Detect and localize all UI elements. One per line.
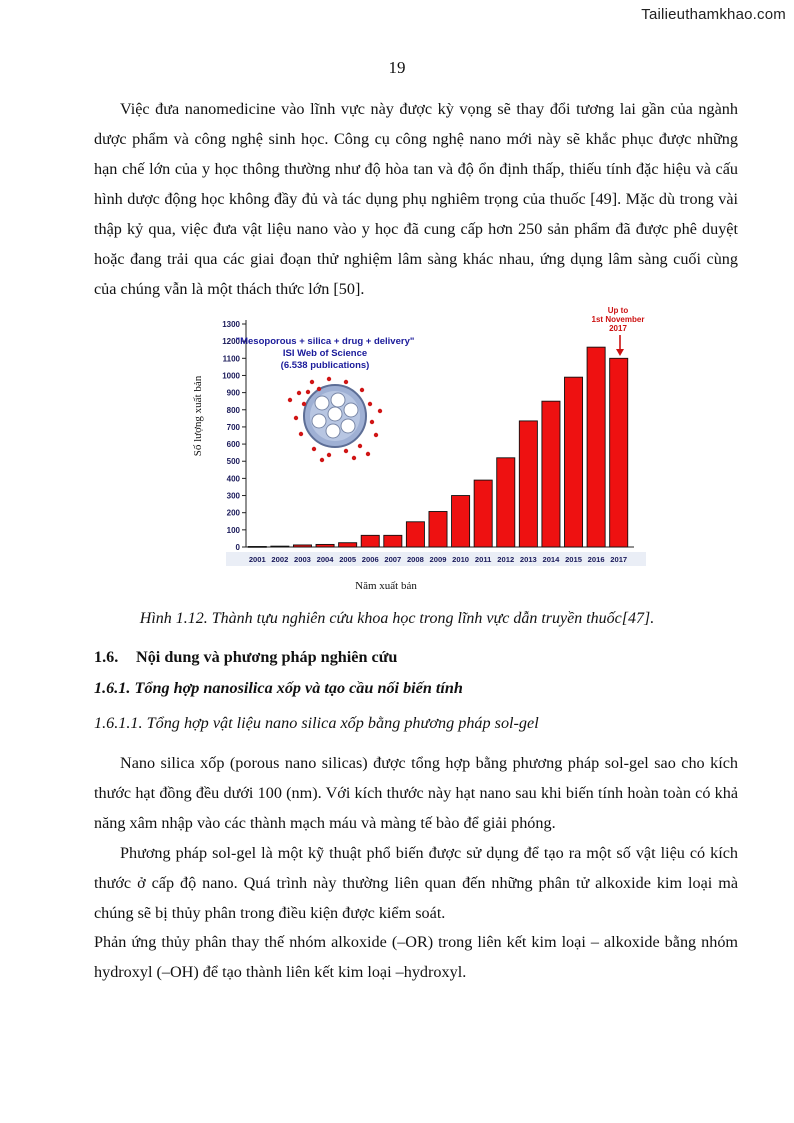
y-axis-title: Số lượng xuất bản [192,375,204,457]
x-axis-title: Năm xuất bản [355,580,417,592]
y-tick-label: 500 [226,457,240,467]
bar-2009 [429,511,447,547]
x-tick-label: 2016 [587,555,605,564]
y-tick-label: 900 [226,388,240,398]
x-tick-label: 2002 [271,555,289,564]
inset-query-text: "Mesoporous + silica + drug + delivery" [235,336,415,347]
y-tick-label: 1300 [222,320,240,329]
subsubsection-heading: 1.6.1.1. Tổng hợp vật liệu nano silica xốp bằng phương pháp sol-gel [94,714,539,732]
body-paragraph-2: Nano silica xốp (porous nano silicas) được tổng hợp bằng phương pháp sol-gel sao cho kích thước hạt đồng đều dưới 100 (nm). Với kích thước này hạt nano sau khi biến tính hoàn toàn có khả năng xâm nhập vào các thành mạch máu và màng tế bào để giải phóng. [94,754,738,832]
y-tick-label: 700 [226,422,240,432]
bar-2010 [452,496,470,547]
bar-2012 [497,458,515,547]
bar-2003 [293,545,311,547]
x-tick-label: 2017 [610,555,628,564]
x-tick-label: 2015 [565,555,582,564]
x-tick-label: 2010 [452,555,470,564]
y-tick-label: 100 [226,525,240,535]
x-tick-label: 2005 [339,555,357,564]
y-tick-label: 300 [226,491,240,501]
publications-chart-figure [186,304,646,604]
bar-2014 [542,401,560,547]
annotation-date: 1st November [591,315,645,324]
bar-2002 [271,546,289,547]
body-paragraph-4: Phản ứng thủy phân thay thế nhóm alkoxide (–OR) trong liên kết kim loại – alkoxide bằng nhóm hydroxyl (–OH) để tạo thành liên kết kim loại –hydroxyl. [94,933,738,981]
x-tick-label: 2008 [406,555,424,564]
x-tick-label: 2011 [474,555,492,564]
x-tick-label: 2012 [497,555,515,564]
x-tick-label: 2006 [361,555,379,564]
y-tick-label: 1000 [222,371,240,381]
bar-2015 [564,377,582,547]
annotation-year: 2017 [609,324,627,333]
x-tick-label: 2007 [384,555,402,564]
y-tick-label: 200 [226,508,240,518]
x-tick-label: 2004 [316,555,334,564]
section-heading [94,648,397,667]
annotation-up-to: Up to [607,306,629,315]
inset-source-text: ISI Web of Science [282,348,368,359]
y-tick-label: 0 [235,543,240,552]
bar-2001 [248,546,266,547]
inset-count-text: (6.538 publications) [280,360,370,371]
figure-caption: Hình 1.12. Thành tựu nghiên cứu khoa học trong lĩnh vực dẫn truyền thuốc[47]. [139,610,655,627]
body-paragraph-1: Việc đưa nanomedicine vào lĩnh vực này được kỳ vọng sẽ thay đổi tương lai gần của ngành dược phẩm và công nghệ sinh học. Công cụ công nghệ nano mới này sẽ khắc phục được những hạn chế lớn của y học thông thường như độ hòa tan và độ ổn định thấp, thiếu tính đặc hiệu và cấu hình dược động học không đầy đủ và tác dụng phụ nghiêm trọng của thuốc [49]. Mặc dù trong vài thập kỷ qua, việc đưa vật liệu nano vào y học đã cung cấp hơn 250 sản phẩm đã được phê duyệt hoặc đang trải qua các giai đoạn thử nghiệm lâm sàng khác nhau, ứng dụng lâm sàng cuối cùng của chúng vẫn là một thách thức lớn [50]. [94,100,738,298]
y-tick-label: 400 [226,474,240,484]
bar-2005 [339,543,357,547]
bar-2007 [384,535,402,547]
bar-2006 [361,535,379,547]
subsection-heading: 1.6.1. Tổng hợp nanosilica xốp và tạo cầu nối biến tính [94,679,463,697]
publications-bar-chart [186,304,646,604]
section-number: 1.6. [94,648,119,666]
x-tick-label: 2001 [248,555,266,564]
bar-2004 [316,544,334,547]
bar-2016 [587,347,605,547]
y-tick-label: 800 [226,405,240,415]
bar-2008 [406,522,424,547]
site-watermark: Tailieuthamkhao.com [641,6,786,23]
bar-2011 [474,480,492,547]
page-number: 19 [388,58,406,77]
x-tick-label: 2003 [294,555,311,564]
bar-2017 [610,358,628,547]
x-tick-label: 2009 [429,555,447,564]
x-tick-label: 2014 [542,555,560,564]
section-title: Nội dung và phương pháp nghiên cứu [136,648,398,666]
y-tick-label: 1100 [222,354,240,364]
y-tick-label: 600 [226,440,240,450]
y-tick-label: 1200 [222,337,240,347]
x-tick-label: 2013 [519,555,537,564]
bar-2013 [519,421,537,547]
body-paragraph-3: Phương pháp sol-gel là một kỹ thuật phổ biến được sử dụng để tạo ra một số vật liệu có kích thước ở cấp độ nano. Quá trình này thường liên quan đến những phân tử alkoxide kim loại mà chúng sẽ bị thủy phân trong điều kiện được kiểm soát. [94,844,738,922]
